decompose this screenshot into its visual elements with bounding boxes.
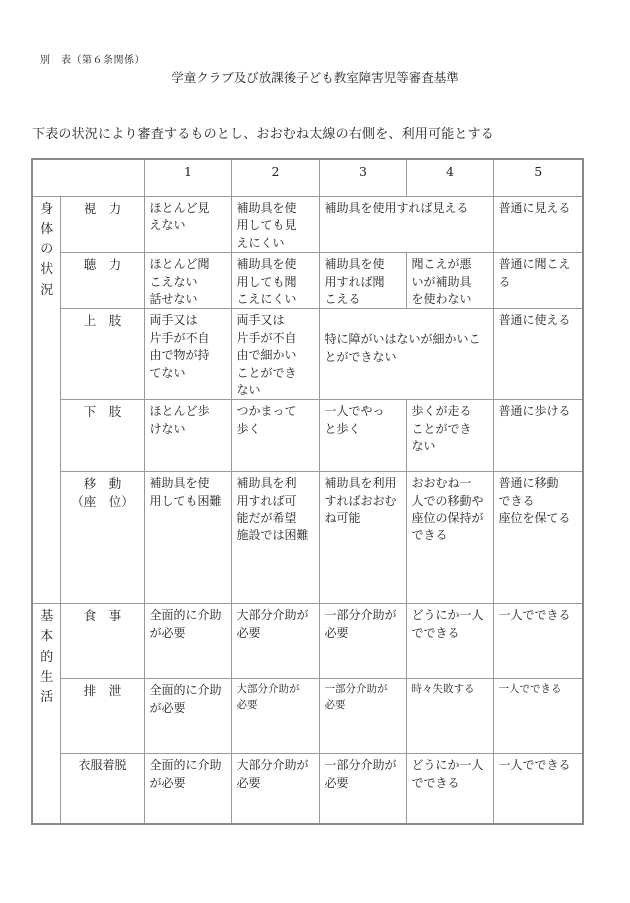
row-label-hearing: 聴 力 — [60, 253, 144, 309]
row-label-vision: 視 力 — [60, 197, 144, 253]
table-cell: 大部分介助が 必要 — [231, 754, 319, 824]
row-label-eating: 食 事 — [60, 604, 144, 679]
table-row — [32, 197, 583, 253]
table-cell: 補助具を使 用しても聞 こえにくい — [231, 253, 319, 309]
document-title: 学童クラブ及び放課後子ども教室障害児等審査基準 — [171, 70, 459, 85]
table-cell: 特に障がいはないが細かいこ とができない — [319, 309, 493, 400]
table-cell: 一部分介助が 必要 — [319, 754, 406, 824]
table-cell: 補助具を使用すれば見える — [319, 197, 493, 253]
table-cell: 補助具を利 用すれば可 能だが希望 施設では困難 — [231, 472, 319, 604]
table-cell: 両手又は 片手が不自 由で細かい ことができ ない — [231, 309, 319, 400]
column-header-3: 3 — [319, 159, 406, 197]
table-row — [32, 754, 583, 824]
row-label-upper-limb: 上 肢 — [60, 309, 144, 400]
table-cell: つかまって 歩く — [231, 400, 319, 472]
row-label-dressing: 衣服着脱 — [60, 754, 144, 824]
table-cell: 大部分介助が 必要 — [231, 604, 319, 679]
table-cell: 時々失敗する — [406, 679, 493, 754]
table-row — [32, 472, 583, 604]
table-cell: 補助具を使 用しても困難 — [144, 472, 231, 604]
table-cell: 一人でできる — [493, 604, 583, 679]
instruction-text: 下表の状況により審査するものとし、おおむね太線の右側を、利用可能とする — [32, 127, 495, 142]
row-label-lower-limb: 下 肢 — [60, 400, 144, 472]
table-cell: おおむね一 人での移動や 座位の保持が できる — [406, 472, 493, 604]
table-cell: ほとんど聞 こえない 話せない — [144, 253, 231, 309]
table-row — [32, 604, 583, 679]
column-header-5: 5 — [493, 159, 583, 197]
table-row — [32, 253, 583, 309]
table-cell: 一部分介助が 必要 — [319, 604, 406, 679]
row-label-toilet: 排 泄 — [60, 679, 144, 754]
reference-label: 別 表（第６条関係） — [40, 55, 145, 66]
table-cell: ほとんど歩 けない — [144, 400, 231, 472]
table-cell: 普通に聞こえ る — [493, 253, 583, 309]
table-cell: 全面的に介助 が必要 — [144, 679, 231, 754]
column-header-1: 1 — [144, 159, 231, 197]
table-cell: 全面的に介助 が必要 — [144, 604, 231, 679]
row-label-mobility: 移 動 （座 位） — [60, 472, 144, 604]
corner-cell — [32, 159, 144, 197]
table-cell: 両手又は 片手が不自 由で物が持 てない — [144, 309, 231, 400]
table-cell: どうにか一人 でできる — [406, 604, 493, 679]
table-cell: 補助具を使 用すれば聞 こえる — [319, 253, 406, 309]
table-cell: 大部分介助が 必要 — [231, 679, 319, 754]
column-header-2: 2 — [231, 159, 319, 197]
table-cell: 一人でできる — [493, 754, 583, 824]
table-cell: 一人でできる — [493, 679, 583, 754]
table-cell: ほとんど見 えない — [144, 197, 231, 253]
table-row — [32, 309, 583, 400]
table-cell: 聞こえが悪 いが補助具 を使わない — [406, 253, 493, 309]
table-cell: 普通に移動 できる 座位を保てる — [493, 472, 583, 604]
table-row — [32, 679, 583, 754]
table-cell: 歩くが走る ことができ ない — [406, 400, 493, 472]
table-cell: 全面的に介助 が必要 — [144, 754, 231, 824]
table-row — [32, 400, 583, 472]
table-cell: 普通に見える — [493, 197, 583, 253]
header-row — [32, 159, 583, 197]
group-label-daily-life: 基 本 的 生 活 — [32, 604, 60, 824]
criteria-table — [31, 158, 584, 825]
table-cell: 補助具を使 用しても見 えにくい — [231, 197, 319, 253]
column-header-4: 4 — [406, 159, 493, 197]
table-cell: 普通に歩ける — [493, 400, 583, 472]
table-cell: 普通に使える — [493, 309, 583, 400]
table-cell: 一人でやっ と歩く — [319, 400, 406, 472]
table-cell: 補助具を利用 すればおおむ ね可能 — [319, 472, 406, 604]
table-cell: 一部分介助が 必要 — [319, 679, 406, 754]
table-cell: どうにか一人 でできる — [406, 754, 493, 824]
group-label-body: 身 体 の 状 況 — [32, 197, 60, 604]
